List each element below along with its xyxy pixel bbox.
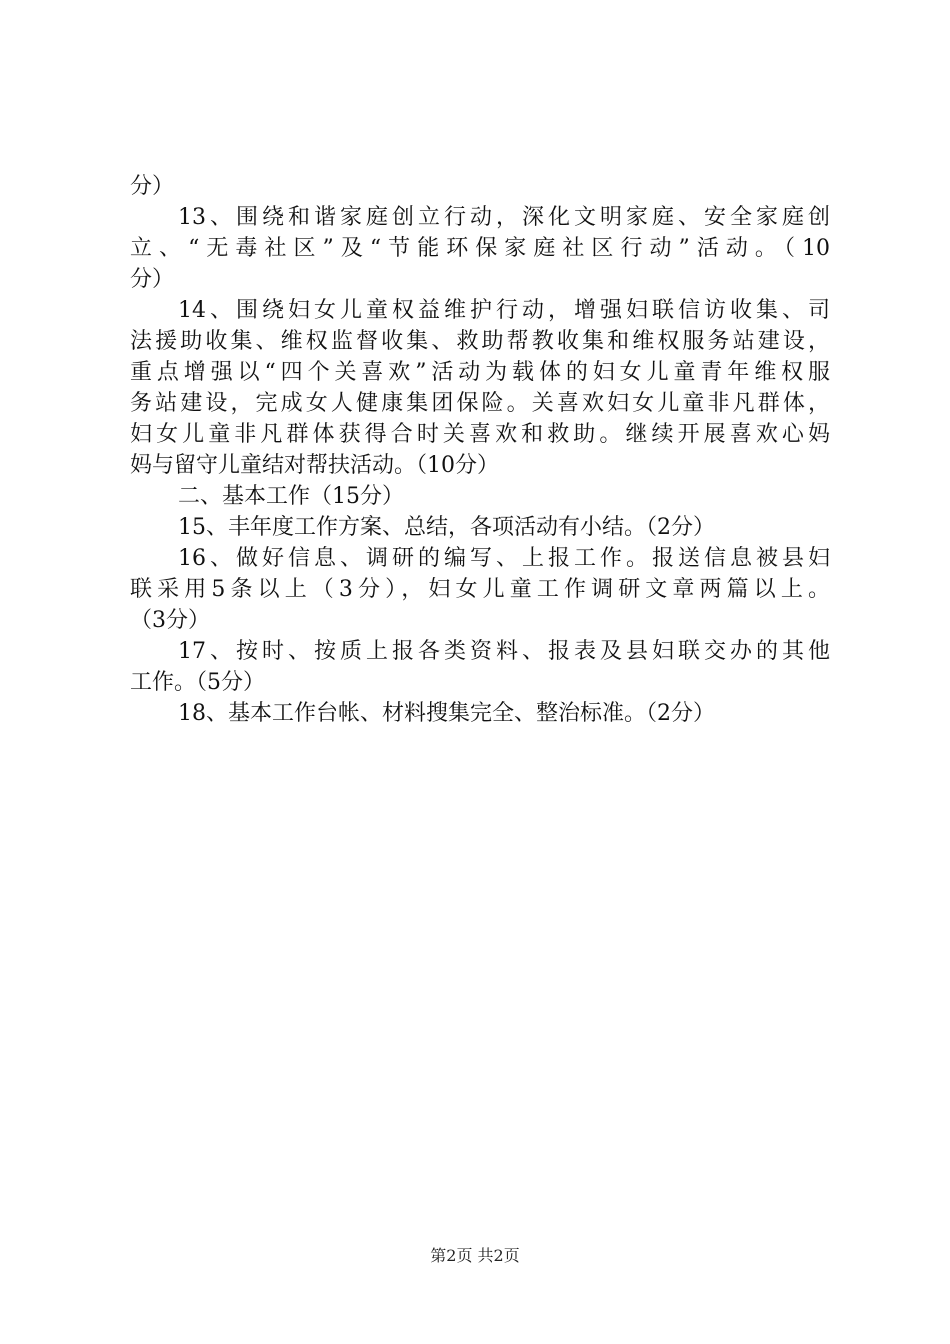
text-line: （3分） [130,608,210,633]
document-body [130,171,830,729]
text-line: 二、基本工作（15分） [178,484,404,509]
text-line: 工作。（5分） [130,670,265,695]
text-line: 联采用5条以上（3分），妇女儿童工作调研文章两篇以上。 [130,577,830,602]
text-line: 务站建设，完成女人健康集团保险。关喜欢妇女儿童非凡群体， [130,391,830,416]
text-line: 立、“无毒社区”及“节能环保家庭社区行动”活动。（10 [130,236,830,261]
text-line: 15、丰年度工作方案、总结，各项活动有小结。（2分） [178,515,715,540]
text-line: 分） [130,174,175,199]
text-line: 14、围绕妇女儿童权益维护行动，增强妇联信访收集、司 [178,298,830,323]
text-line: 18、基本工作台帐、材料搜集完全、整治标准。（2分） [178,701,715,726]
text-line: 妇女儿童非凡群体获得合时关喜欢和救助。继续开展喜欢心妈 [130,422,830,447]
text-line: 法援助收集、维权监督收集、救助帮教收集和维权服务站建设， [130,329,830,354]
text-line: 13、围绕和谐家庭创立行动，深化文明家庭、安全家庭创 [178,205,830,230]
text-line: 17、按时、按质上报各类资料、报表及县妇联交办的其他 [178,639,830,664]
text-line: 16、做好信息、调研的编写、上报工作。报送信息被县妇 [178,546,830,571]
text-line: 重点增强以“四个关喜欢”活动为载体的妇女儿童青年维权服 [130,360,830,385]
page-footer: 第2页 共2页 [430,1246,520,1265]
text-line: 分） [130,267,175,292]
text-line: 妈与留守儿童结对帮扶活动。（10分） [130,453,499,478]
